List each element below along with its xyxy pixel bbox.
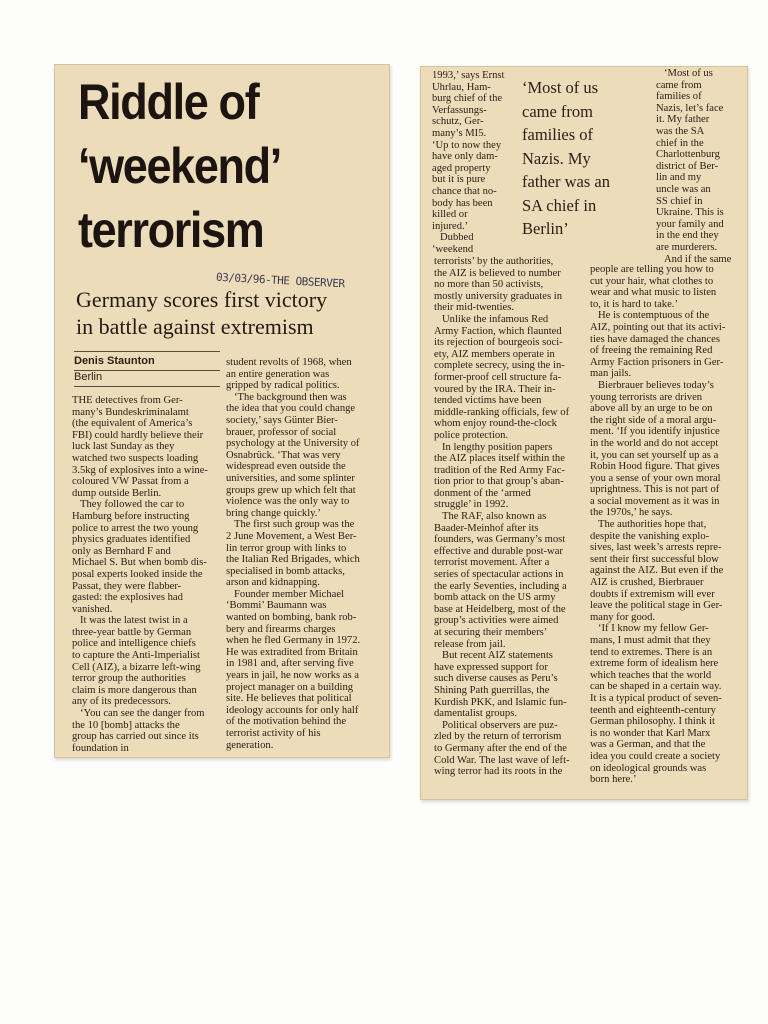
- text-line: uprightness. This is not part of: [590, 484, 720, 496]
- right-clipping: [420, 66, 748, 800]
- text-line: mostly university graduates in: [434, 290, 562, 302]
- text-line: terrorist movement. After a: [434, 557, 550, 569]
- text-line: three-year battle by German: [72, 626, 192, 638]
- text-line: an entire generation was: [226, 368, 330, 380]
- text-line: ‘Up to now they: [432, 139, 502, 151]
- pull-quote-line: families of: [522, 125, 594, 144]
- handwritten-date-note: 03/03/96-THE OBSERVER: [215, 270, 345, 291]
- text-line: 3.5kg of explosives into a wine-: [72, 464, 208, 476]
- text-line: man jails.: [590, 368, 632, 380]
- text-line: THE detectives from Ger-: [72, 395, 183, 406]
- text-line: mans, I must admit that they: [590, 635, 711, 646]
- text-line: They followed the car to: [80, 499, 185, 511]
- text-line: Verfassungs-: [432, 104, 487, 116]
- headline: [78, 70, 348, 262]
- text-line: violence was the only way to: [226, 496, 350, 508]
- text-line: ‘weekend: [432, 243, 474, 255]
- text-line: ‘You can see the danger from: [80, 708, 205, 720]
- text-line: In lengthy position papers: [442, 441, 553, 453]
- text-line: extreme form of idealism here: [590, 658, 719, 670]
- text-line: Uhrlau, Ham-: [432, 81, 491, 93]
- deck-line-1: Germany scores first victory: [76, 287, 328, 312]
- text-line: It was the latest twist in a: [80, 615, 188, 627]
- text-line: claim is more dangerous than: [72, 684, 197, 696]
- left-column-2: [226, 357, 374, 751]
- text-line: the early Seventies, including a: [434, 580, 567, 592]
- text-line: Shining Path guerrillas, the: [434, 684, 550, 696]
- text-line: effective and durable post-war: [434, 545, 563, 557]
- text-line: your family and: [656, 218, 724, 230]
- text-line: the right side of a moral argu-: [590, 414, 717, 426]
- text-line: tend to extremes. There is an: [590, 646, 713, 658]
- deck: [76, 286, 386, 340]
- text-line: ment. ‘If you identify injustice: [590, 426, 720, 438]
- pull-quote: [522, 76, 640, 241]
- text-line: police and intelligence chiefs: [72, 638, 196, 650]
- text-line: have expressed support for: [434, 661, 548, 673]
- text-line: when he fled Germany in 1972.: [226, 635, 361, 647]
- text-line: aged property: [432, 162, 491, 174]
- text-line: ‘Bommi’ Baumann was: [226, 600, 327, 612]
- text-line: zled by the return of terrorism: [434, 731, 562, 743]
- text-line: damentalist groups.: [434, 708, 517, 720]
- text-line: vanished.: [72, 603, 113, 615]
- text-line: of the motivation behind the: [226, 716, 347, 728]
- text-line: despite the vanishing explo-: [590, 530, 710, 542]
- text-line: terrorists’ by the authorities,: [434, 256, 554, 267]
- text-line: many for good.: [590, 611, 656, 623]
- text-line: arson and kidnapping.: [226, 577, 320, 589]
- text-line: base at Heidelberg, most of the: [434, 603, 566, 615]
- text-line: body has been: [432, 197, 493, 209]
- text-line: the idea that you could change: [226, 403, 356, 415]
- text-line: Army Faction prisoners in Ger-: [590, 356, 724, 368]
- deck-line-2: in battle against extremism: [76, 314, 314, 339]
- text-line: lin terror group with links to: [226, 542, 347, 554]
- right-column-1-top: [432, 70, 522, 256]
- text-line: dump outside Berlin.: [72, 487, 162, 499]
- text-line: Baader-Meinhof after its: [434, 522, 539, 534]
- text-line: Political observers are puz-: [442, 719, 558, 731]
- text-line: the AIZ is believed to number: [434, 267, 561, 279]
- right-column-2: [590, 264, 740, 786]
- text-line: leave the political stage in Ger-: [590, 600, 723, 612]
- text-line: many’s Bundeskriminalamt: [72, 406, 189, 418]
- text-line: terrorist activity of his: [226, 728, 321, 739]
- pull-quote-line: father was an: [522, 172, 610, 191]
- text-line: He is contemptuous of the: [598, 310, 710, 322]
- headline-line-2: ‘weekend’: [78, 138, 281, 194]
- text-line: gripped by radical politics.: [226, 380, 340, 392]
- text-line: doubts if extremism will ever: [590, 588, 715, 600]
- text-line: brauer, professor of social: [226, 426, 337, 438]
- text-line: founders, was Germany’s most: [434, 534, 566, 546]
- text-line: police to arrest the two young: [72, 522, 199, 534]
- text-line: only as Bernhard F and: [72, 545, 171, 557]
- text-line: Dubbed: [440, 232, 474, 244]
- pull-quote-line: Berlin’: [522, 219, 569, 238]
- text-line: group has carried out since its: [72, 731, 199, 743]
- text-line: came from: [656, 79, 702, 91]
- text-line: born here.’: [590, 774, 637, 786]
- text-line: bomb attack on the US army: [434, 592, 556, 604]
- text-line: police protection.: [434, 429, 509, 441]
- text-line: former-proof cell structure fa-: [434, 371, 562, 383]
- text-line: coloured VW Passat from a: [72, 476, 189, 488]
- text-line: the 10 [bomb] attacks the: [72, 719, 180, 731]
- text-line: The first such group was the: [234, 519, 355, 531]
- text-line: district of Ber-: [656, 160, 719, 172]
- text-line: Osnabrück. ‘That was very: [226, 449, 341, 461]
- text-line: killed or: [432, 209, 468, 221]
- text-line: Ukraine. This is: [656, 207, 724, 219]
- text-line: is no wonder that Karl Marx: [590, 727, 711, 739]
- text-line: ideology accounts for only half: [226, 704, 359, 716]
- text-line: have only dam-: [432, 151, 498, 163]
- text-line: but it is pure: [432, 174, 486, 186]
- text-line: lin and my: [656, 172, 702, 184]
- text-line: tradition of the Red Army Fac-: [434, 464, 565, 476]
- text-line: of freeing the remaining Red: [590, 345, 713, 357]
- text-line: sent their first successful blow: [590, 553, 719, 565]
- text-line: schutz, Ger-: [432, 116, 484, 128]
- pull-quote-line: came from: [522, 101, 594, 121]
- text-line: to Germany after the end of the: [434, 742, 567, 754]
- text-line: Bierbrauer believes today’s: [598, 379, 714, 391]
- text-line: ety, AIZ members operate in: [434, 348, 555, 360]
- text-line: terror group the authorities: [72, 673, 186, 685]
- text-line: was the SA: [656, 125, 705, 137]
- text-line: Charlottenburg: [656, 149, 720, 161]
- text-line: chance that no-: [432, 185, 497, 197]
- text-line: such diverse causes as Peru’s: [434, 673, 558, 685]
- byline-name: Denis Staunton: [74, 355, 155, 367]
- text-line: specialised in bomb attacks,: [226, 565, 345, 577]
- text-line: ‘If I know my fellow Ger-: [598, 623, 709, 635]
- text-line: ‘Most of us: [664, 68, 713, 79]
- text-line: Unlike the infamous Red: [442, 313, 549, 325]
- text-line: It is a typical product of seven-: [590, 692, 722, 704]
- left-column-1: [72, 395, 222, 754]
- text-line: Nazis, let’s face: [656, 102, 724, 114]
- pull-quote-line: SA chief in: [522, 195, 597, 215]
- text-line: struggle’ in 1992.: [434, 499, 509, 511]
- text-line: cut your hair, what clothes to: [590, 275, 714, 287]
- pull-quote-line: Nazis. My: [522, 148, 591, 168]
- text-line: can be shaped in a certain way.: [590, 681, 722, 693]
- text-line: Michael S. But when bomb dis-: [72, 557, 207, 569]
- text-line: bring change quickly.’: [226, 507, 321, 519]
- text-line: Robin Hood figure. That gives: [590, 461, 720, 473]
- text-line: middle-ranking officials, few of: [434, 406, 570, 418]
- text-line: many’s MI5.: [432, 127, 487, 139]
- text-line: The RAF, also known as: [442, 511, 547, 523]
- text-line: idea you could create a society: [590, 750, 721, 762]
- right-column-2-top: [656, 68, 738, 265]
- text-line: chief in the: [656, 137, 704, 149]
- text-line: student revolts of 1968, when: [226, 357, 352, 368]
- text-line: wear and what music to listen: [590, 287, 717, 299]
- text-line: ties have damaged the chances: [590, 333, 721, 345]
- text-line: any of its predecessors.: [72, 696, 171, 708]
- text-line: gasted: the explosives had: [72, 592, 183, 604]
- text-line: families of: [656, 91, 702, 103]
- left-clipping: [54, 64, 390, 758]
- text-line: on ideological grounds was: [590, 762, 707, 774]
- text-line: But recent AIZ statements: [442, 650, 553, 662]
- text-line: 1993,’ says Ernst: [432, 70, 505, 81]
- text-line: at securing their members’: [434, 627, 548, 638]
- text-line: you a sense of your own moral: [590, 472, 721, 484]
- text-line: AIZ is crushed, Bierbrauer: [590, 577, 704, 589]
- text-line: watched two suspects loading: [72, 452, 199, 464]
- byline-rule-middle: [74, 370, 220, 371]
- text-line: groups grew up which felt that: [226, 484, 356, 496]
- text-line: teenth and eighteenth-century: [590, 704, 716, 716]
- text-line: their mid-twenties.: [434, 302, 515, 314]
- text-line: luck last Sunday as they: [72, 441, 175, 453]
- headline-line-3: terrorism: [78, 202, 264, 258]
- text-line: group’s activities were aimed: [434, 615, 559, 627]
- text-line: psychology at the University of: [226, 438, 360, 450]
- byline-city: Berlin: [74, 371, 103, 383]
- byline-rule-bottom: [74, 386, 220, 387]
- text-line: ‘The background then was: [234, 391, 347, 403]
- text-line: Hamburg before instructing: [72, 510, 190, 522]
- text-line: donment of the ‘armed: [434, 487, 531, 499]
- text-line: it, you can set yourself up as a: [590, 449, 719, 461]
- text-line: to, it is hard to take.’: [590, 298, 678, 310]
- text-line: young terrorists are driven: [590, 391, 703, 403]
- text-line: whom enjoy round-the-clock: [434, 418, 557, 430]
- text-line: in the end they: [656, 230, 719, 242]
- pull-quote-line: ‘Most of us: [522, 78, 599, 97]
- text-line: complete secrecy, using the in-: [434, 360, 565, 372]
- text-line: a social movement as it was in: [590, 495, 720, 507]
- text-line: widespread even outside the: [226, 461, 346, 473]
- text-line: tended victims have been: [434, 395, 542, 407]
- text-line: FBI) could hardly believe their: [72, 429, 204, 441]
- text-line: wing terror had its roots in the: [434, 766, 563, 778]
- text-line: injured.’: [432, 220, 469, 232]
- text-line: which teaches that the world: [590, 669, 712, 681]
- text-line: burg chief of the: [432, 93, 503, 105]
- text-line: in 1981 and, after serving five: [226, 658, 354, 670]
- text-line: foundation in: [72, 742, 129, 754]
- right-column-1: [434, 256, 582, 778]
- text-line: the Italian Red Brigades, which: [226, 554, 360, 566]
- text-line: the 1970s,’ he says.: [590, 507, 673, 519]
- byline: [74, 353, 214, 385]
- text-line: wanted on bombing, bank rob-: [226, 612, 357, 624]
- text-line: German philosophy. I think it: [590, 716, 715, 728]
- text-line: above all by an urge to be on: [590, 403, 713, 415]
- text-line: generation.: [226, 739, 274, 751]
- text-line: bery and firearms charges: [226, 623, 336, 635]
- text-line: voured by the IRA. Their in-: [434, 383, 556, 395]
- text-line: physics graduates identified: [72, 534, 191, 546]
- text-line: Founder member Michael: [234, 588, 345, 600]
- text-line: release from jail.: [434, 638, 506, 650]
- text-line: sives, last week’s arrests repre-: [590, 542, 722, 554]
- text-line: The authorities hope that,: [598, 519, 707, 531]
- text-line: was a German, and that the: [590, 739, 706, 751]
- text-line: Passat, they were flabber-: [72, 580, 182, 592]
- text-line: are murderers.: [656, 241, 718, 253]
- headline-line-1: Riddle of: [78, 74, 259, 130]
- text-line: uncle was an: [656, 183, 711, 195]
- text-line: project manager on a building: [226, 681, 354, 693]
- text-line: tion prior to that group’s aban-: [434, 476, 564, 488]
- text-line: the AIZ places itself within the: [434, 453, 565, 465]
- text-line: society,’ says Günter Bier-: [226, 414, 338, 426]
- text-line: AIZ, pointing out that its activi-: [590, 321, 726, 333]
- text-line: against the AIZ. But even if the: [590, 565, 724, 577]
- text-line: posal experts looked inside the: [72, 568, 203, 580]
- text-line: to capture the Anti-Imperialist: [72, 650, 200, 662]
- text-line: He was extradited from Britain: [226, 646, 358, 658]
- text-line: no more than 50 activists,: [434, 279, 544, 291]
- text-line: Kurdish PKK, and Islamic fun-: [434, 696, 567, 708]
- text-line: Army Faction, which flaunted: [434, 325, 562, 337]
- text-line: its rejection of bourgeois soci-: [434, 337, 563, 349]
- text-line: in the world and do not accept: [590, 437, 719, 449]
- text-line: SS chief in: [656, 195, 703, 207]
- text-line: Cell (AIZ), a bizarre left-wing: [72, 661, 201, 673]
- text-line: 2 June Movement, a West Ber-: [226, 530, 357, 542]
- byline-rule-top: [74, 351, 220, 352]
- text-line: site. He believes that political: [226, 693, 352, 705]
- text-line: it. My father: [656, 114, 710, 126]
- text-line: people are telling you how to: [590, 264, 714, 275]
- text-line: Cold War. The last wave of left-: [434, 754, 570, 766]
- text-line: years in jail, he now works as a: [226, 670, 359, 682]
- text-line: series of spectacular actions in: [434, 569, 564, 581]
- text-line: universities, and some splinter: [226, 472, 355, 484]
- text-line: (the equivalent of America’s: [72, 418, 193, 430]
- text-line: And if the same: [664, 253, 732, 265]
